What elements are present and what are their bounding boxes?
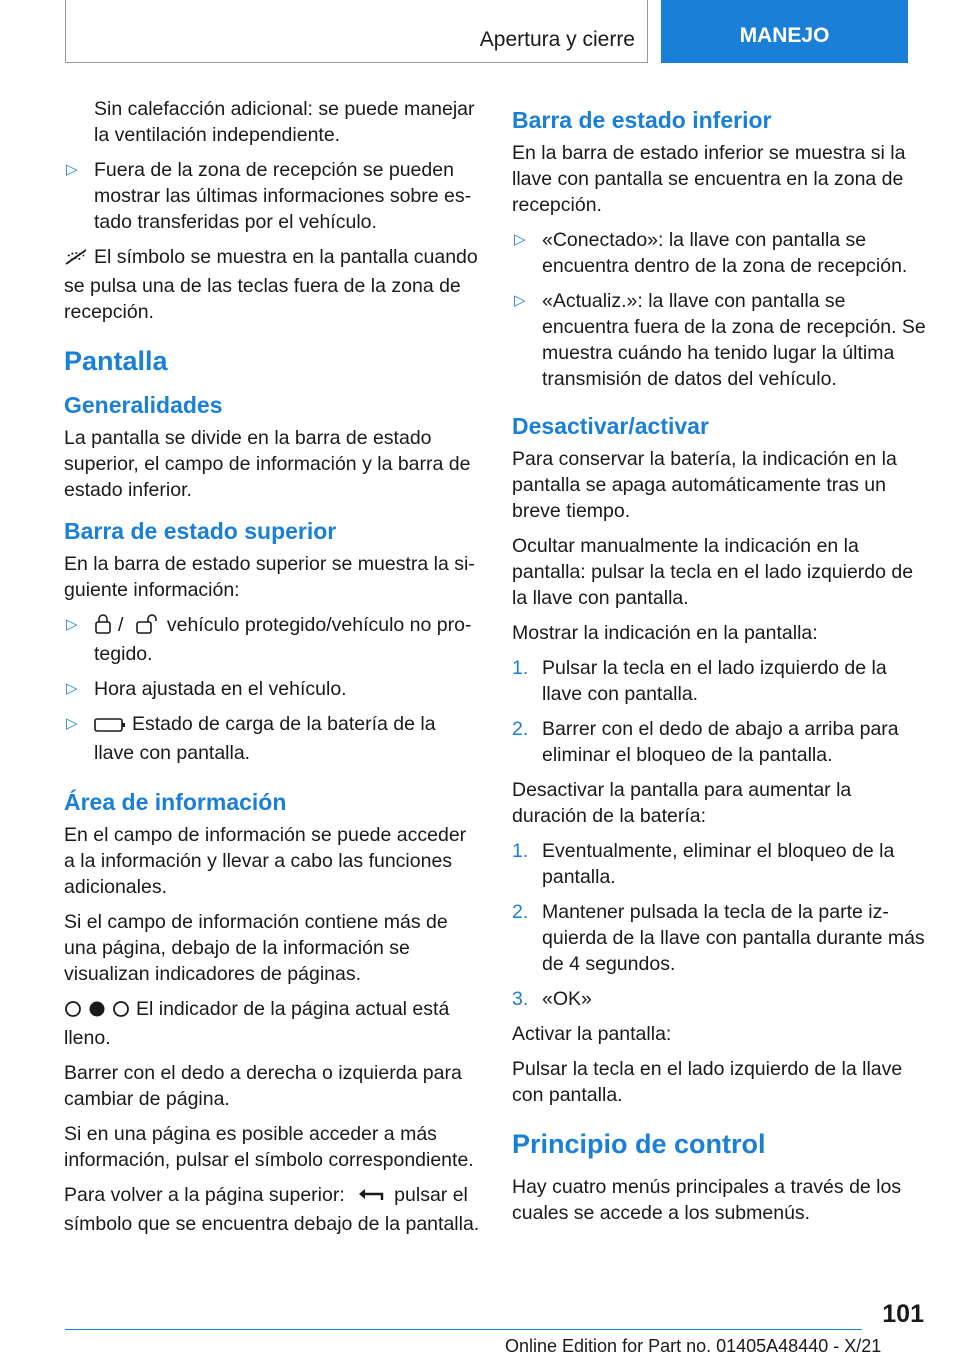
heading-generalidades: Generalidades [64,392,223,418]
list-item-text: «Conectado»: la llave con pantalla se encuentra dentro de la zona de recepción. [542,229,908,277]
step-text: Eventualmente, eliminar el bloqueo de la pantalla. [542,840,895,888]
paragraph: Pulsar la tecla en el lado izquierdo de la llave con pantalla. [512,1058,903,1106]
paragraph: Activar la pantalla: [512,1023,672,1045]
bullet-triangle-icon: ▷ [66,680,78,697]
back-arrow-icon [358,1185,386,1211]
step-number: 1. [512,840,529,862]
step-number: 2. [512,901,529,923]
list-item [512,227,928,279]
paragraph: La pantalla se divide en la barra de estado superior, el campo de información y la barra de estado inferior. [64,427,471,501]
paragraph-text: El símbolo se muestra en la pantalla cuando se pulsa una de las teclas fuera de la zona de recepción. [64,246,478,323]
numbered-step [512,655,928,707]
list-item [64,157,480,235]
paragraph-text: El indicador de la página actual está lleno. [64,998,450,1049]
slash-separator: / [118,614,124,636]
left-column [64,96,480,1246]
paragraph: Barrer con el dedo a derecha o izquierda para cambiar de página. [64,1062,462,1110]
heading-barra-inferior: Barra de estado inferior [512,107,772,133]
paragraph-with-icon [64,1182,480,1237]
paragraph: Hay cuatro menús principales a través de los cuales se accede a los submenús. [512,1176,902,1224]
paragraph: Si el campo de información contiene más de una página, debajo de la información se visualizan indicadores de páginas. [64,911,448,985]
bullet-triangle-icon: ▷ [514,292,526,309]
numbered-step [512,838,928,890]
bullet-triangle-icon: ▷ [66,715,78,732]
list-item [64,612,480,667]
paragraph: En la barra de estado superior se muestra la siguiente información: [64,553,475,601]
heading-principio-control: Principio de control [512,1129,766,1159]
heading-area-informacion: Área de información [64,789,287,815]
paragraph: Mostrar la indicación en la pantalla: [512,622,818,644]
paragraph: Si en una página es posible acceder a más información, pulsar el símbolo correspondiente. [64,1123,474,1171]
step-text: Pulsar la tecla en el lado izquierdo de la llave con pantalla. [542,657,887,705]
list-item-text: «Actualiz.»: la llave con pantalla se encuentra fuera de la zona de recepción. Se muestra cuándo ha tenido lugar la última transmisión de datos del vehículo. [542,290,926,390]
paragraph: En la barra de estado inferior se muestra si la llave con pantalla se encuentra en la zona de recepción. [512,142,906,216]
numbered-step [512,986,928,1012]
paragraph: Para conservar la batería, la indicación en la pantalla se apaga automáticamente tras un breve tiempo. [512,448,897,522]
paragraph-with-icon [64,244,480,325]
heading-desactivar: Desactivar/activar [512,413,709,439]
numbered-step [512,899,928,977]
step-text: Barrer con el dedo de abajo a arriba para eliminar el bloqueo de la pantalla. [542,718,899,766]
no-signal-icon [64,247,88,273]
paragraph-with-icon [64,996,480,1051]
step-text: «OK» [542,988,592,1010]
bullet-triangle-icon: ▷ [514,231,526,248]
step-text: Mantener pulsada la tecla de la parte izquierda de la llave con pantalla durante más de 4 segundos. [542,901,925,975]
page-indicator-icon [64,999,130,1025]
list-item [64,711,480,766]
numbered-step [512,716,928,768]
heading-pantalla: Pantalla [64,346,168,376]
lock-closed-icon [94,614,112,641]
page-number: 101 [882,1300,924,1328]
list-item-text: Fuera de la zona de recepción se pueden mostrar las últimas informaciones sobre estado transferidas por el vehículo. [94,159,472,233]
right-column [512,96,928,1235]
bullet-triangle-icon: ▷ [66,616,78,633]
list-item [64,676,480,702]
footer-divider [65,1329,862,1330]
battery-icon [94,714,126,740]
paragraph: En el campo de información se puede acceder a la información y llevar a cabo las funciones adicionales. [64,824,467,898]
paragraph: Desactivar la pantalla para aumentar la duración de la batería: [512,779,852,827]
paragraph: Ocultar manualmente la indicación en la pantalla: pulsar la tecla en el lado izquierdo de la llave con pantalla. [512,535,914,609]
paragraph-text: pulsar el símbolo que se encuentra debajo de la pantalla. [64,1184,480,1235]
list-item-text: vehículo protegido/vehículo no protegido. [94,614,472,665]
section-title: Apertura y cierre [479,28,635,51]
list-item [512,288,928,392]
chapter-tab[interactable]: MANEJO [661,0,908,63]
step-number: 1. [512,657,529,679]
bullet-triangle-icon: ▷ [66,161,78,178]
heading-barra-superior: Barra de estado superior [64,518,337,544]
step-number: 3. [512,988,529,1010]
paragraph-text: Para volver a la página superior: [64,1184,345,1206]
lock-open-icon [135,614,161,641]
paragraph: Sin calefacción adicional: se puede manejar la ventilación independiente. [94,98,475,146]
list-item-text: Hora ajustada en el vehículo. [94,678,347,700]
list-item-text: Estado de carga de la batería de la llave con pantalla. [94,713,436,764]
step-number: 2. [512,718,529,740]
edition-footer: Online Edition for Part no. 01405A48440 - X/21 [505,1336,882,1356]
